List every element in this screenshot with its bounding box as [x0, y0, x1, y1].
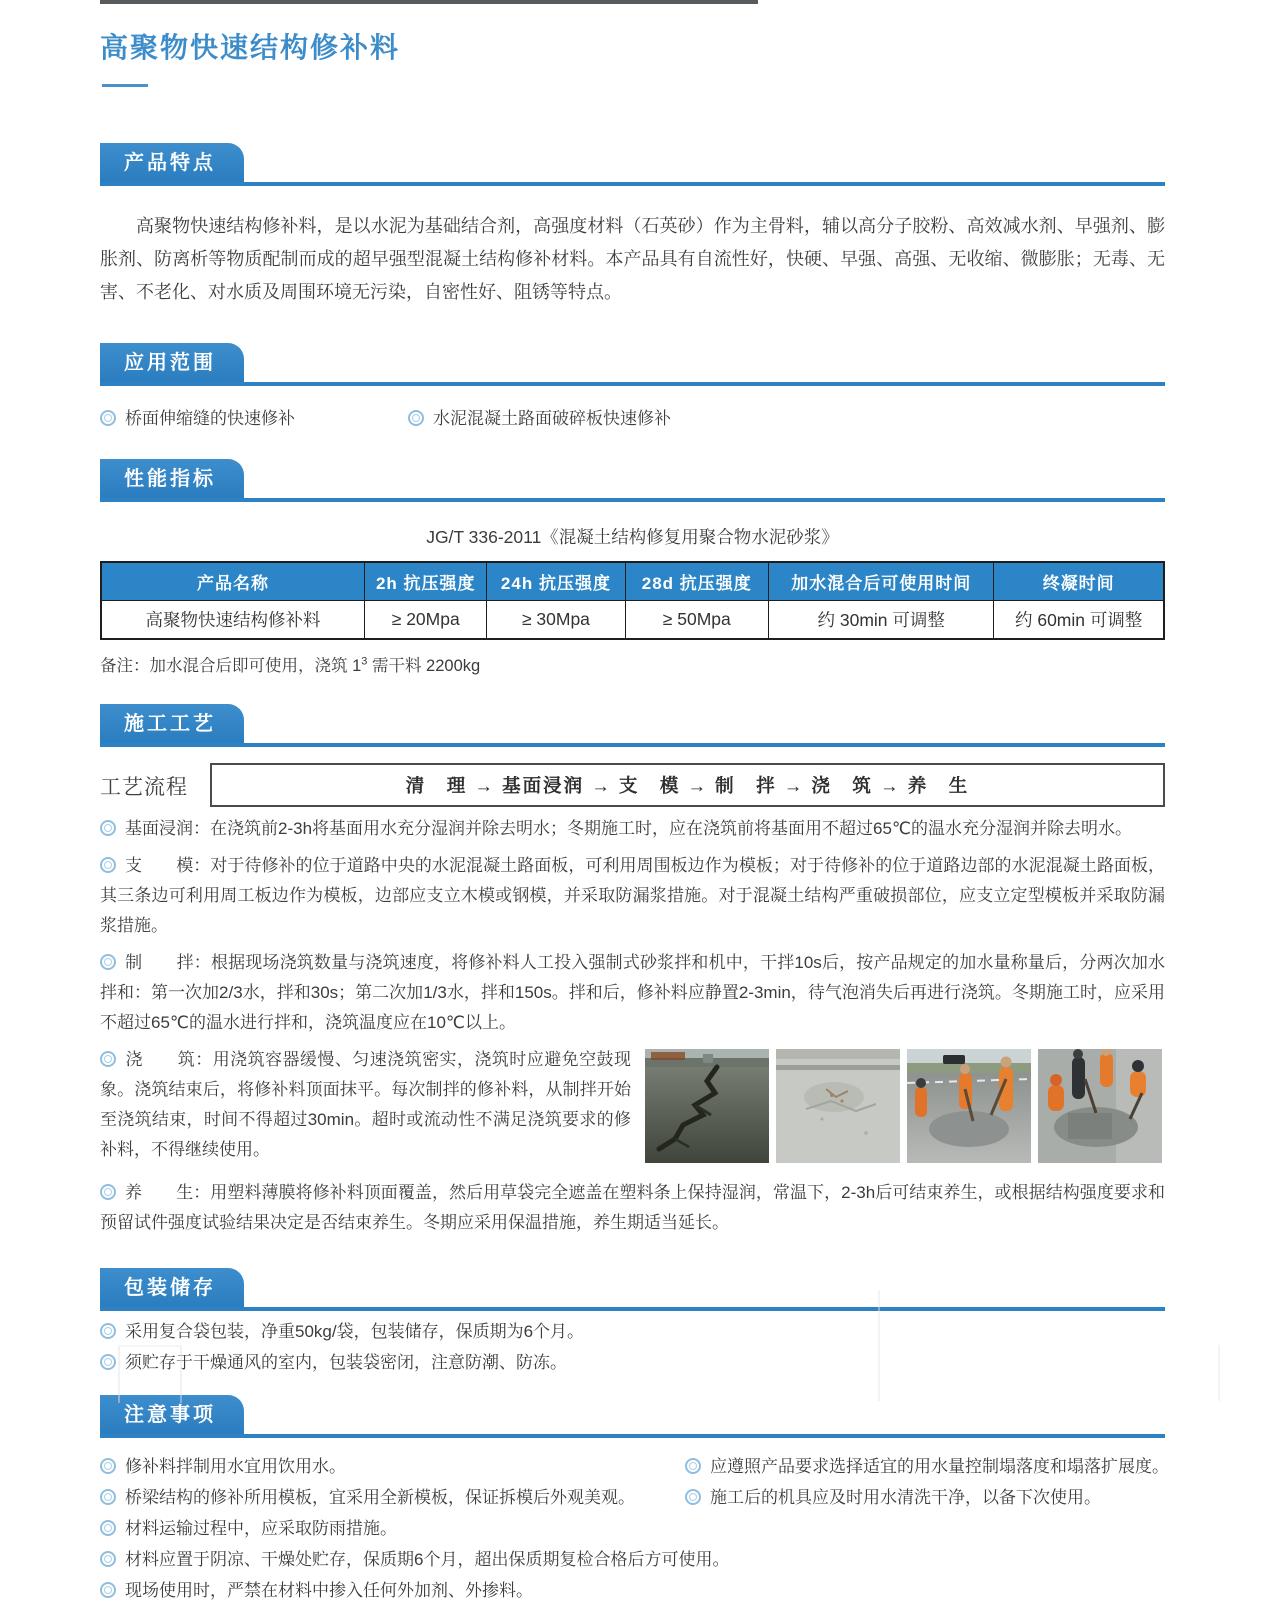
list-item [685, 1488, 1169, 1508]
double-circle-bullet-icon [100, 1582, 116, 1598]
double-circle-bullet-icon [100, 1520, 116, 1536]
process-step [100, 1178, 1165, 1238]
section-tab-performance: 性能指标 [100, 459, 244, 498]
list-item [100, 1457, 685, 1477]
list-item-text: 材料运输过程中，应采取防雨措施。 [125, 1519, 397, 1538]
section-header [100, 704, 1165, 747]
list-item-text: 桥梁结构的修补所用模板，宜采用全新模板，保证拆模后外观美观。 [125, 1488, 635, 1507]
photo-workers-repairing-surface [1038, 1049, 1162, 1163]
table-cell: ≥ 50Mpa [625, 601, 769, 640]
table-header-cell: 2h 抗压强度 [365, 562, 487, 601]
double-circle-bullet-icon [685, 1458, 701, 1474]
list-item-text: 施工后的机具应及时用水清洗干净，以备下次使用。 [710, 1488, 1101, 1507]
double-circle-bullet-icon [100, 1323, 116, 1339]
section-application [100, 343, 1165, 429]
list-item-text: 修补料拌制用水宜用饮用水。 [125, 1457, 346, 1476]
table-note [100, 652, 1165, 676]
step-text: 制 拌：根据现场浇筑数量与浇筑速度，将修补料人工投入强制式砂浆拌和机中，干拌10s后，按产品规定的加水量称量后，分两次加水拌和：第一次加2/3水，拌和30s；第二次加1/3水，拌和150s。拌和后，修补料应静置2-3min，待气泡消失后再进行浇筑。冬期施工时，应采用不超过65℃的温水进行拌和，浇筑温度应在10℃以上。 [100, 953, 1165, 1032]
table-cell: 约 30min 可调整 [769, 601, 994, 640]
table-cell: 约 60min 可调整 [994, 601, 1164, 640]
list-item [100, 1353, 1165, 1373]
flow-diagram-box: 清 理 → 基面浸润 → 支 模 → 制 拌 → 浇 筑 → 养 生 [210, 763, 1165, 807]
table-header-cell: 28d 抗压强度 [625, 562, 769, 601]
photo-damaged-concrete-slab [776, 1049, 900, 1163]
section-tab-notes: 注意事项 [100, 1395, 244, 1434]
double-circle-bullet-icon [685, 1489, 701, 1505]
watermark-pole [878, 1290, 880, 1401]
features-paragraph: 高聚物快速结构修补料，是以水泥为基础结合剂，高强度材料（石英砂）作为主骨料，辅以高分子胶粉、高效减水剂、早强剂、膨胀剂、防离析等物质配制而成的超早强型混凝土结构修补材料。本产品具有自流性好，快硬、早强、高强、无收缩、微膨胀；无毒、无害、不老化、对水质及周围环境无污染，自密性好、阻锈等特点。 [100, 216, 1165, 302]
section-performance [100, 459, 1165, 676]
list-item [100, 1550, 1169, 1570]
table-header-cell: 加水混合后可使用时间 [769, 562, 994, 601]
list-item-text: 采用复合袋包装，净重50kg/袋，包装储存，保质期为6个月。 [125, 1322, 585, 1341]
list-item [100, 404, 408, 429]
double-circle-bullet-icon [100, 857, 116, 873]
double-circle-bullet-icon [100, 410, 116, 426]
section-header [100, 459, 1165, 502]
double-circle-bullet-icon [100, 1184, 116, 1200]
packaging-list [100, 1322, 1165, 1373]
process-step-with-photos [100, 1045, 1165, 1238]
section-tab-packaging: 包装储存 [100, 1268, 244, 1307]
photo-cracked-pavement [645, 1049, 769, 1163]
table-header-row [101, 562, 1164, 601]
section-header [100, 343, 1165, 386]
list-item-text: 桥面伸缩缝的快速修补 [125, 409, 295, 428]
double-circle-bullet-icon [100, 954, 116, 970]
process-step [100, 814, 1165, 844]
photo-workers-breaking-pavement [907, 1049, 1031, 1163]
table-row [101, 601, 1164, 640]
list-item [100, 1519, 1169, 1539]
note-text: 备注：加水混合后即可使用，浇筑 1 [100, 657, 362, 675]
double-circle-bullet-icon [100, 1354, 116, 1370]
step-text: 基面浸润：在浇筑前2-3h将基面用水充分湿润并除去明水；冬期施工时，应在浇筑前将基面用不超过65℃的温水充分湿润并除去明水。 [125, 819, 1133, 838]
watermark-pole [1218, 1345, 1220, 1401]
list-item [100, 1322, 1165, 1342]
notes-list [100, 1446, 1169, 1601]
list-item-text: 应遵照产品要求选择适宜的用水量控制塌落度和塌落扩展度。 [710, 1457, 1169, 1476]
section-tab-features: 产品特点 [100, 143, 244, 182]
note-superscript: 3 [361, 655, 368, 668]
flow-label: 工艺流程 [100, 776, 188, 799]
note-text: 需干料 2200kg [367, 657, 481, 675]
list-item-text: 材料应置于阴凉、干燥处贮存，保质期6个月，超出保质期复检合格后方可使用。 [125, 1550, 730, 1569]
double-circle-bullet-icon [100, 1051, 116, 1067]
step-text: 浇 筑：用浇筑容器缓慢、匀速浇筑密实，浇筑时应避免空鼓现象。浇筑结束后，将修补料顶面抹平。每次制拌的修补料，从制拌开始至浇筑结束，时间不得超过30min。超时或流动性不满足浇筑要求的修补料，不得继续使用。 [100, 1050, 631, 1159]
table-cell: ≥ 30Mpa [487, 601, 625, 640]
page-title: 高聚物快速结构修补料 [100, 32, 401, 63]
double-circle-bullet-icon [100, 1489, 116, 1505]
title-underline [102, 84, 148, 87]
process-flow [100, 763, 1165, 807]
section-tab-process: 施工工艺 [100, 704, 244, 743]
section-header [100, 1268, 1165, 1311]
table-header-cell: 产品名称 [101, 562, 365, 601]
table-header-cell: 终凝时间 [994, 562, 1164, 601]
table-header-cell: 24h 抗压强度 [487, 562, 625, 601]
section-packaging [100, 1268, 1165, 1373]
list-item [100, 1488, 685, 1508]
list-item-text: 水泥混凝土路面破碎板快速修补 [433, 409, 671, 428]
standard-reference: JG/T 336-2011《混凝土结构修复用聚合物水泥砂浆》 [426, 527, 839, 547]
double-circle-bullet-icon [100, 820, 116, 836]
construction-photo-strip [645, 1049, 1165, 1163]
step-text: 支 模：对于待修补的位于道路中央的水泥混凝土路面板，可利用周围板边作为模板；对于待修补的位于道路边部的水泥混凝土路面板，其三条边可利用周工板边作为模板，边部应支立木模或钢模，并采取防漏浆措施。对于混凝土结构严重破损部位，应支立定型模板并采取防漏浆措施。 [100, 856, 1165, 935]
section-header [100, 1395, 1165, 1438]
double-circle-bullet-icon [100, 1458, 116, 1474]
table-cell: ≥ 20Mpa [365, 601, 487, 640]
process-step [100, 948, 1165, 1038]
performance-table [100, 561, 1165, 640]
step-text: 养 生：用塑料薄膜将修补料顶面覆盖，然后用草袋完全遮盖在塑料条上保持湿润，常温下，2-3h后可结束养生，或根据结构强度要求和预留试件强度试验结果决定是否结束养生。冬期应采用保温措施，养生期适当延长。 [100, 1183, 1165, 1232]
application-list [100, 404, 1165, 429]
double-circle-bullet-icon [408, 410, 424, 426]
double-circle-bullet-icon [100, 1551, 116, 1567]
list-item [408, 404, 671, 429]
list-item [100, 1581, 1169, 1601]
section-features [100, 143, 1165, 309]
table-cell: 高聚物快速结构修补料 [101, 601, 365, 640]
section-header [100, 143, 1165, 186]
section-notes [100, 1395, 1169, 1601]
list-item-text: 现场使用时，严禁在材料中掺入任何外加剂、外掺料。 [125, 1581, 533, 1600]
watermark-structure [118, 1345, 182, 1403]
list-item-text: 须贮存于干燥通风的室内，包装袋密闭，注意防潮、防冻。 [125, 1353, 567, 1372]
section-tab-application: 应用范围 [100, 343, 244, 382]
list-item [685, 1457, 1169, 1477]
process-step [100, 851, 1165, 941]
section-process [100, 704, 1165, 1238]
